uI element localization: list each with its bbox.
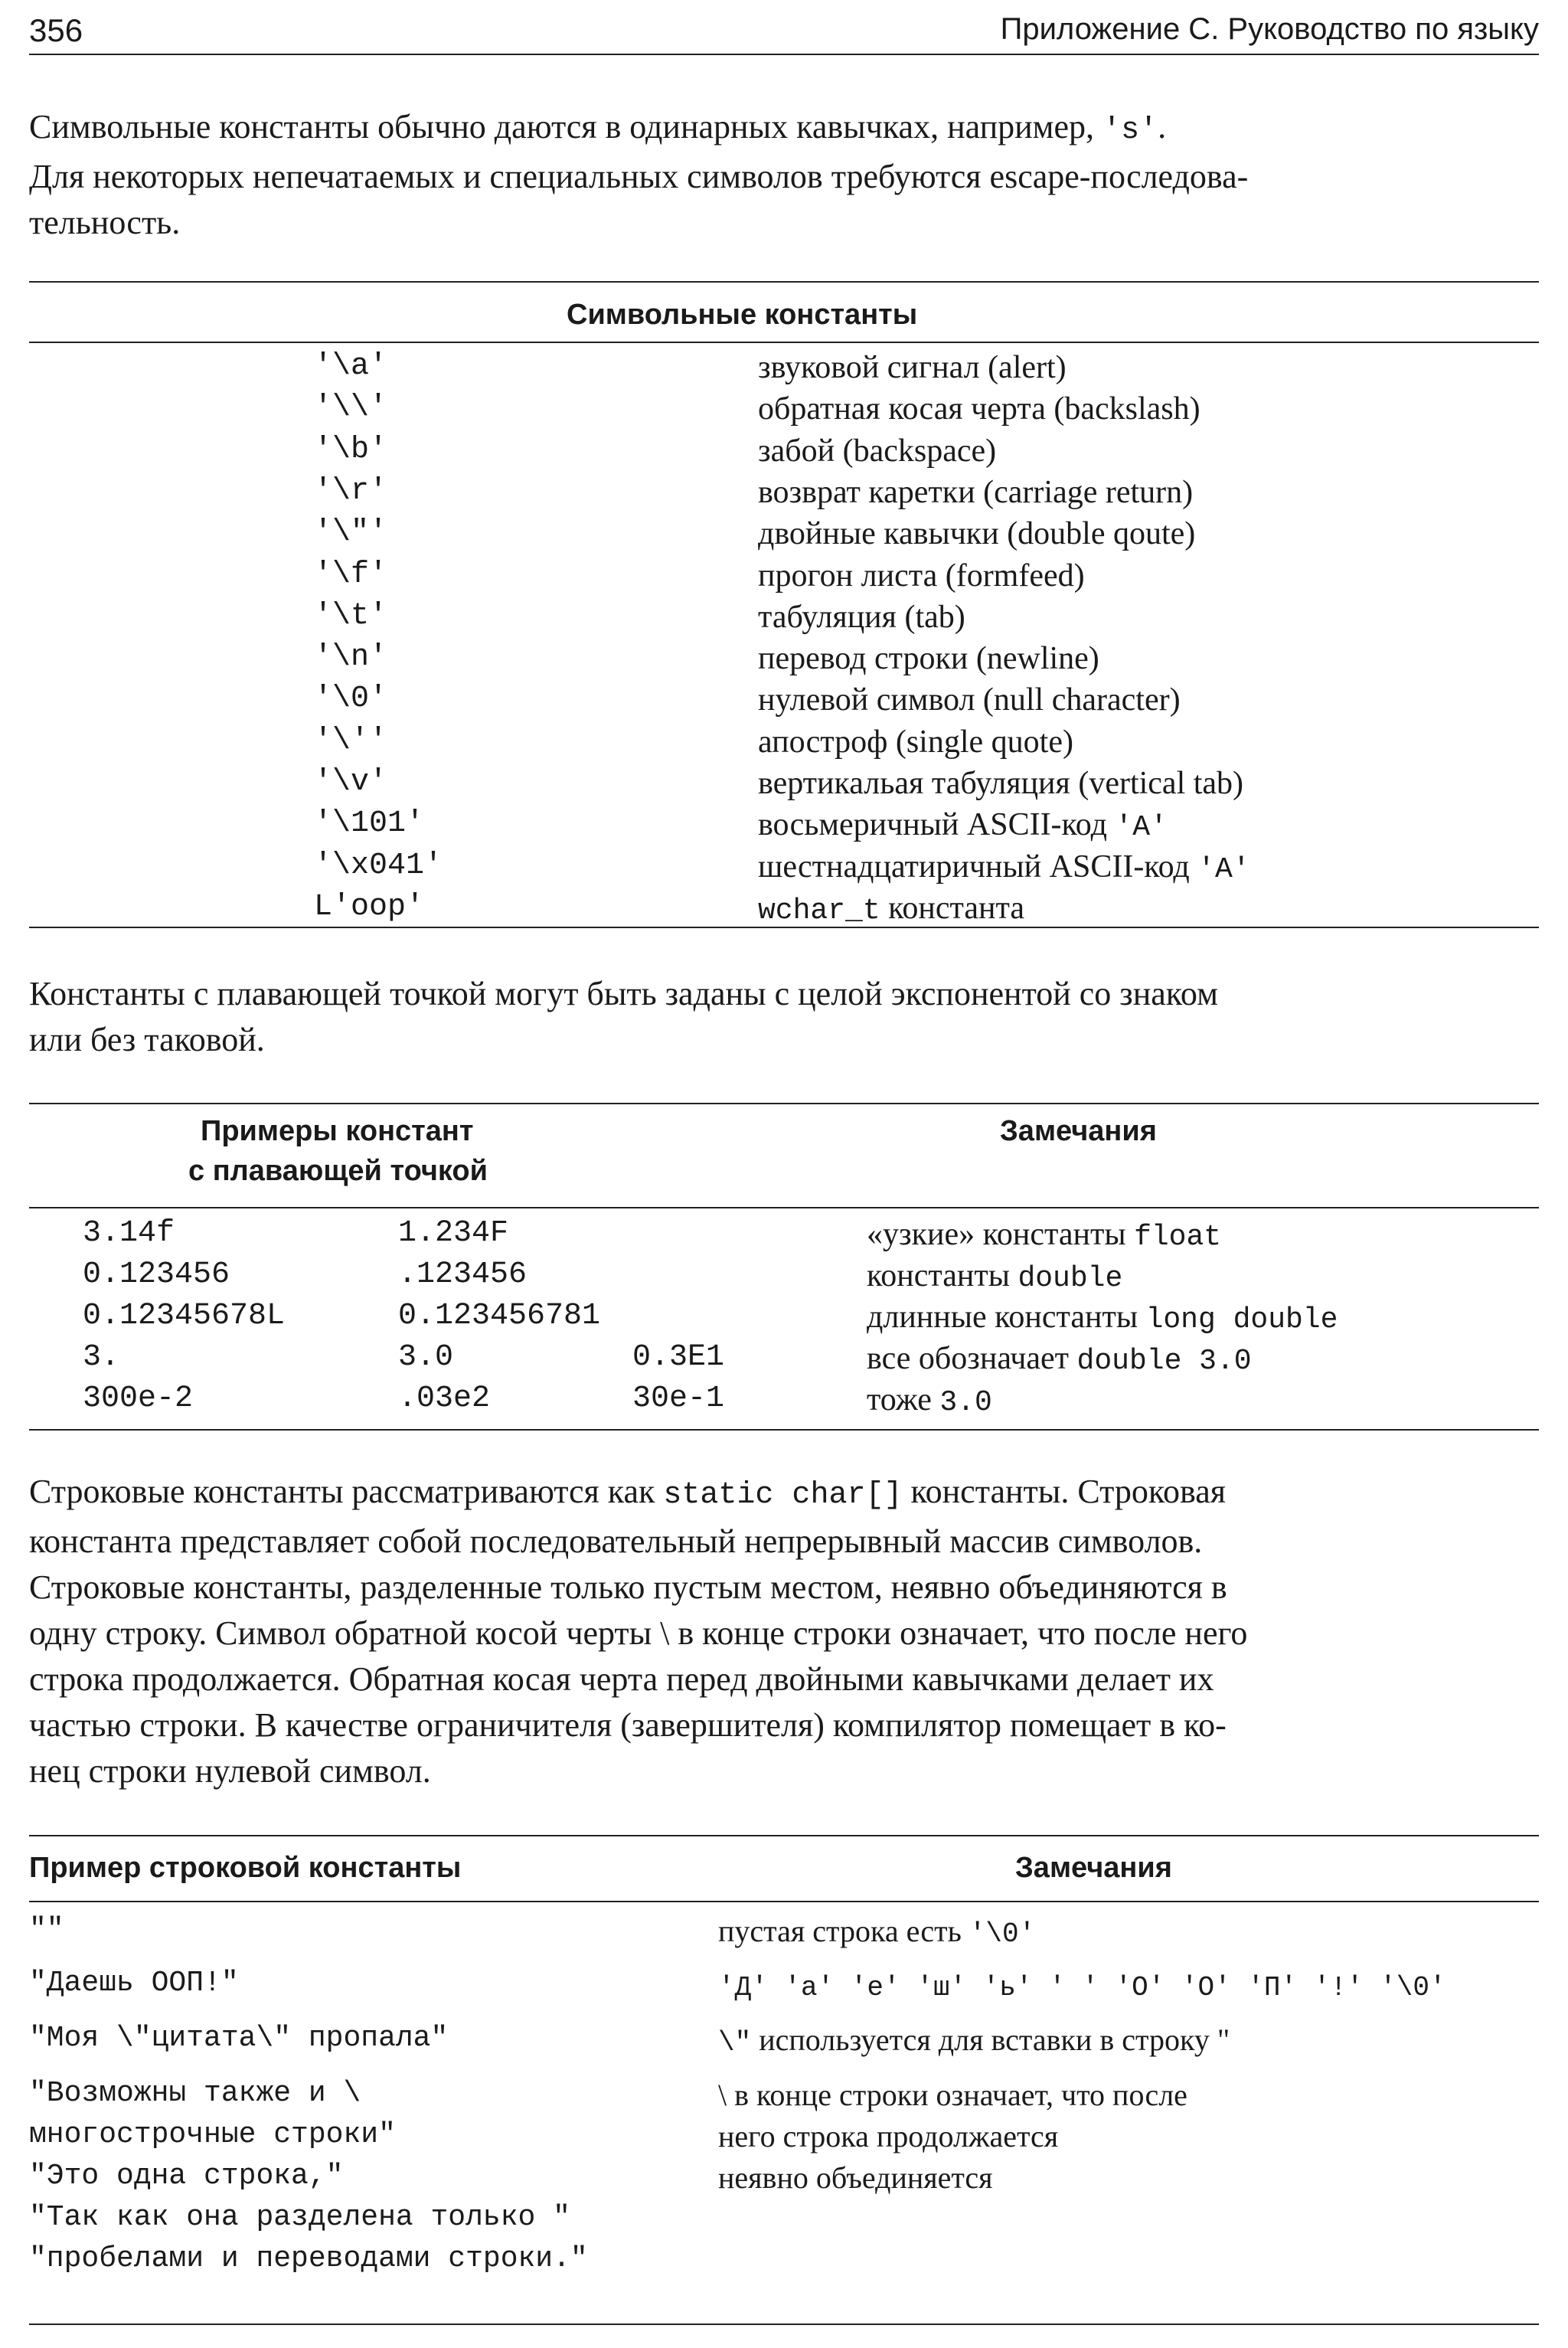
note-text: пустая строка есть bbox=[718, 1914, 969, 1948]
note-text: длинные константы bbox=[867, 1300, 1146, 1335]
char-table-row bbox=[0, 599, 1568, 640]
escape-description bbox=[758, 349, 1067, 386]
char-table-row bbox=[0, 391, 1568, 432]
escape-description bbox=[758, 890, 1024, 927]
float-table-row bbox=[0, 1340, 1568, 1382]
float-example: 1.234F bbox=[398, 1216, 509, 1251]
string-intro-line-7: нец строки нулевой символ. bbox=[29, 1752, 431, 1790]
note-text: тоже bbox=[867, 1382, 940, 1418]
escape-code: '\\' bbox=[314, 391, 388, 426]
note-text: «узкие» константы bbox=[867, 1217, 1135, 1252]
string-intro-line-1: Строковые константы рассматриваются как static char[] константы. Строковая bbox=[29, 1473, 1226, 1512]
char-table-top-rule bbox=[29, 281, 1539, 283]
float-table-top-rule bbox=[29, 1103, 1539, 1104]
string-example-line: "Даешь ООП!" bbox=[29, 1967, 239, 2000]
description-text: восьмеричный ASCII-код bbox=[758, 807, 1116, 843]
note-code: '\0' bbox=[969, 1918, 1036, 1950]
string-note-line bbox=[718, 1913, 1035, 1950]
string-note-line bbox=[718, 2160, 993, 2196]
description-code: wchar_t bbox=[758, 894, 880, 927]
string-example-line: "пробелами и переводами строки." bbox=[29, 2242, 588, 2275]
float-example: 0.123456781 bbox=[398, 1299, 601, 1333]
escape-code: '\x041' bbox=[314, 848, 443, 883]
description-text: нулевой символ (null character) bbox=[758, 682, 1181, 718]
float-table-row bbox=[0, 1216, 1568, 1257]
escape-description bbox=[758, 474, 1193, 511]
escape-description bbox=[758, 682, 1181, 718]
string-table-top-rule bbox=[29, 1835, 1539, 1836]
description-text: перевод строки (newline) bbox=[758, 641, 1099, 677]
string-note-line bbox=[718, 2077, 1187, 2113]
description-text: возврат каретки (carriage return) bbox=[758, 474, 1194, 510]
float-table-row bbox=[0, 1382, 1568, 1423]
escape-description bbox=[758, 515, 1195, 552]
char-table-row bbox=[0, 515, 1568, 557]
escape-description bbox=[758, 391, 1200, 427]
description-text: звуковой сигнал (alert) bbox=[758, 350, 1067, 385]
float-example: 30e-1 bbox=[632, 1382, 725, 1416]
string-table-bottom-rule bbox=[29, 2323, 1539, 2325]
intro-line-3: тельность. bbox=[29, 204, 181, 241]
char-table-row bbox=[0, 806, 1568, 848]
escape-description bbox=[758, 724, 1073, 760]
escape-description bbox=[758, 640, 1099, 677]
string-header-notes: Замечания bbox=[1015, 1852, 1172, 1884]
float-example: .03e2 bbox=[398, 1382, 491, 1416]
char-table-row bbox=[0, 433, 1568, 474]
string-intro-line-2: константа представляет собой последовательный непрерывный массив символов. bbox=[29, 1522, 1203, 1560]
string-example-line: "" bbox=[29, 1913, 64, 1946]
string-note-line bbox=[718, 2118, 1058, 2154]
escape-code: '\f' bbox=[314, 557, 388, 592]
string-note-line bbox=[718, 2022, 1230, 2059]
float-example: 3.0 bbox=[398, 1340, 454, 1375]
float-note bbox=[867, 1340, 1252, 1378]
escape-code: '\101' bbox=[314, 806, 425, 842]
note-text: константы bbox=[867, 1258, 1018, 1293]
escape-code: L'oop' bbox=[314, 889, 425, 924]
char-table-row bbox=[0, 765, 1568, 806]
intro-line-1: Символьные константы обычно даются в одинарных кавычках, например, 's'. bbox=[29, 108, 1167, 148]
description-code: 'A' bbox=[1197, 852, 1250, 886]
note-text: \ в конце строки означает, что после bbox=[718, 2078, 1187, 2112]
description-code: 'A' bbox=[1115, 811, 1168, 845]
note-text: используется для вставки в строку " bbox=[751, 2023, 1230, 2057]
char-table-row bbox=[0, 724, 1568, 765]
escape-code: '\n' bbox=[314, 640, 388, 675]
string-example-line: "Возможны также и \ bbox=[29, 2077, 361, 2110]
string-intro-line-4: одну строку. Символ обратной косой черты \ в конце строки означает, что после него bbox=[29, 1614, 1248, 1652]
float-table-row bbox=[0, 1299, 1568, 1340]
float-intro-paragraph bbox=[29, 971, 1539, 1063]
char-table-row bbox=[0, 474, 1568, 515]
description-text: забой (backspace) bbox=[758, 433, 997, 469]
escape-code: '\a' bbox=[314, 349, 388, 384]
escape-code: '\b' bbox=[314, 432, 388, 467]
escape-description bbox=[758, 599, 965, 636]
char-table-row bbox=[0, 682, 1568, 723]
string-intro-paragraph bbox=[29, 1469, 1539, 1794]
escape-description bbox=[758, 806, 1168, 844]
page-number: 356 bbox=[29, 12, 83, 48]
float-note bbox=[867, 1257, 1122, 1295]
char-table-bottom-rule bbox=[29, 927, 1539, 928]
float-example: 300e-2 bbox=[83, 1382, 194, 1416]
char-table-title: Символьные константы bbox=[567, 299, 918, 331]
float-header-notes: Замечания bbox=[1000, 1115, 1157, 1147]
description-text: прогон листа (formfeed) bbox=[758, 558, 1085, 594]
float-table-bottom-rule bbox=[29, 1429, 1539, 1431]
note-code: double bbox=[1018, 1262, 1123, 1295]
description-text: шестнадцатиричный ASCII-код bbox=[758, 849, 1198, 885]
escape-description bbox=[758, 558, 1085, 594]
char-table-row bbox=[0, 849, 1568, 890]
note-code: long double bbox=[1145, 1303, 1338, 1336]
float-header-examples-line-1: Примеры констант bbox=[201, 1115, 474, 1147]
description-text: вертикальая табуляция (vertical tab) bbox=[758, 766, 1244, 801]
char-table-row bbox=[0, 640, 1568, 682]
char-table-header-rule bbox=[29, 342, 1539, 343]
float-table-row bbox=[0, 1257, 1568, 1299]
note-text: все обозначает bbox=[867, 1341, 1077, 1376]
escape-description bbox=[758, 433, 996, 469]
string-example-line: "Так как она разделена только " bbox=[29, 2201, 570, 2234]
float-note bbox=[867, 1382, 992, 1419]
float-example: .123456 bbox=[398, 1257, 528, 1292]
description-text: апостроф (single quote) bbox=[758, 724, 1073, 760]
float-note bbox=[867, 1216, 1221, 1254]
intro-line-2: Для некоторых непечатаемых и специальных символов требуются escape-последова- bbox=[29, 158, 1249, 195]
note-code: 3.0 bbox=[939, 1386, 992, 1419]
escape-description bbox=[758, 849, 1250, 886]
float-table-header-rule bbox=[29, 1207, 1539, 1208]
description-text: двойные кавычки (double qoute) bbox=[758, 516, 1196, 552]
string-table-header-rule bbox=[29, 1901, 1539, 1902]
char-table-row bbox=[0, 349, 1568, 391]
string-example-line: многострочные строки" bbox=[29, 2118, 396, 2151]
escape-code: '\v' bbox=[314, 765, 388, 800]
escape-code: '\"' bbox=[314, 515, 388, 551]
float-example: 0.3E1 bbox=[632, 1340, 725, 1375]
string-header-example: Пример строковой константы bbox=[29, 1852, 462, 1884]
note-text: него строка продолжается bbox=[718, 2119, 1059, 2153]
float-note bbox=[867, 1299, 1338, 1336]
char-table-row bbox=[0, 558, 1568, 599]
float-intro-line-2: или без таковой. bbox=[29, 1021, 265, 1058]
escape-code: '\r' bbox=[314, 473, 388, 509]
note-code: double 3.0 bbox=[1076, 1345, 1252, 1378]
escape-description bbox=[758, 765, 1243, 802]
note-code: \" bbox=[718, 2027, 752, 2059]
string-intro-line-3: Строковые константы, разделенные только пустым местом, неявно объединяются в bbox=[29, 1568, 1227, 1606]
float-example: 0.12345678L bbox=[83, 1299, 286, 1333]
description-text: константа bbox=[880, 890, 1025, 926]
note-text: неявно объединяется bbox=[718, 2160, 993, 2195]
float-header-examples-line-2: с плавающей точкой bbox=[188, 1155, 488, 1187]
escape-code: '\'' bbox=[314, 723, 388, 758]
intro-paragraph bbox=[29, 104, 1539, 246]
string-example-line: "Моя \"цитата\" пропала" bbox=[29, 2022, 449, 2055]
float-example: 3.14f bbox=[83, 1216, 175, 1251]
float-example: 3. bbox=[83, 1340, 120, 1375]
float-example: 0.123456 bbox=[83, 1257, 230, 1292]
float-intro-line-1: Константы с плавающей точкой могут быть заданы с целой экспонентой со знаком bbox=[29, 975, 1218, 1012]
description-text: табуляция (tab) bbox=[758, 599, 965, 635]
string-note-line bbox=[718, 1967, 1446, 2003]
section-title: Приложение C. Руководство по языку bbox=[1000, 12, 1539, 46]
string-example-line: "Это одна строка," bbox=[29, 2160, 344, 2193]
note-code: float bbox=[1134, 1221, 1222, 1254]
description-text: обратная косая черта (backslash) bbox=[758, 391, 1200, 427]
note-code: 'Д' 'а' 'е' 'ш' 'ь' ' ' 'О' 'О' 'П' '!' '\0' bbox=[718, 1972, 1446, 2003]
running-header bbox=[29, 6, 1539, 55]
escape-code: '\t' bbox=[314, 598, 388, 633]
string-intro-line-6: частью строки. В качестве ограничителя (завершителя) компилятор помещает в ко- bbox=[29, 1706, 1227, 1744]
escape-code: '\0' bbox=[314, 682, 388, 717]
string-intro-line-5: строка продолжается. Обратная косая черта перед двойными кавычками делает их bbox=[29, 1660, 1214, 1698]
char-table-row bbox=[0, 890, 1568, 931]
